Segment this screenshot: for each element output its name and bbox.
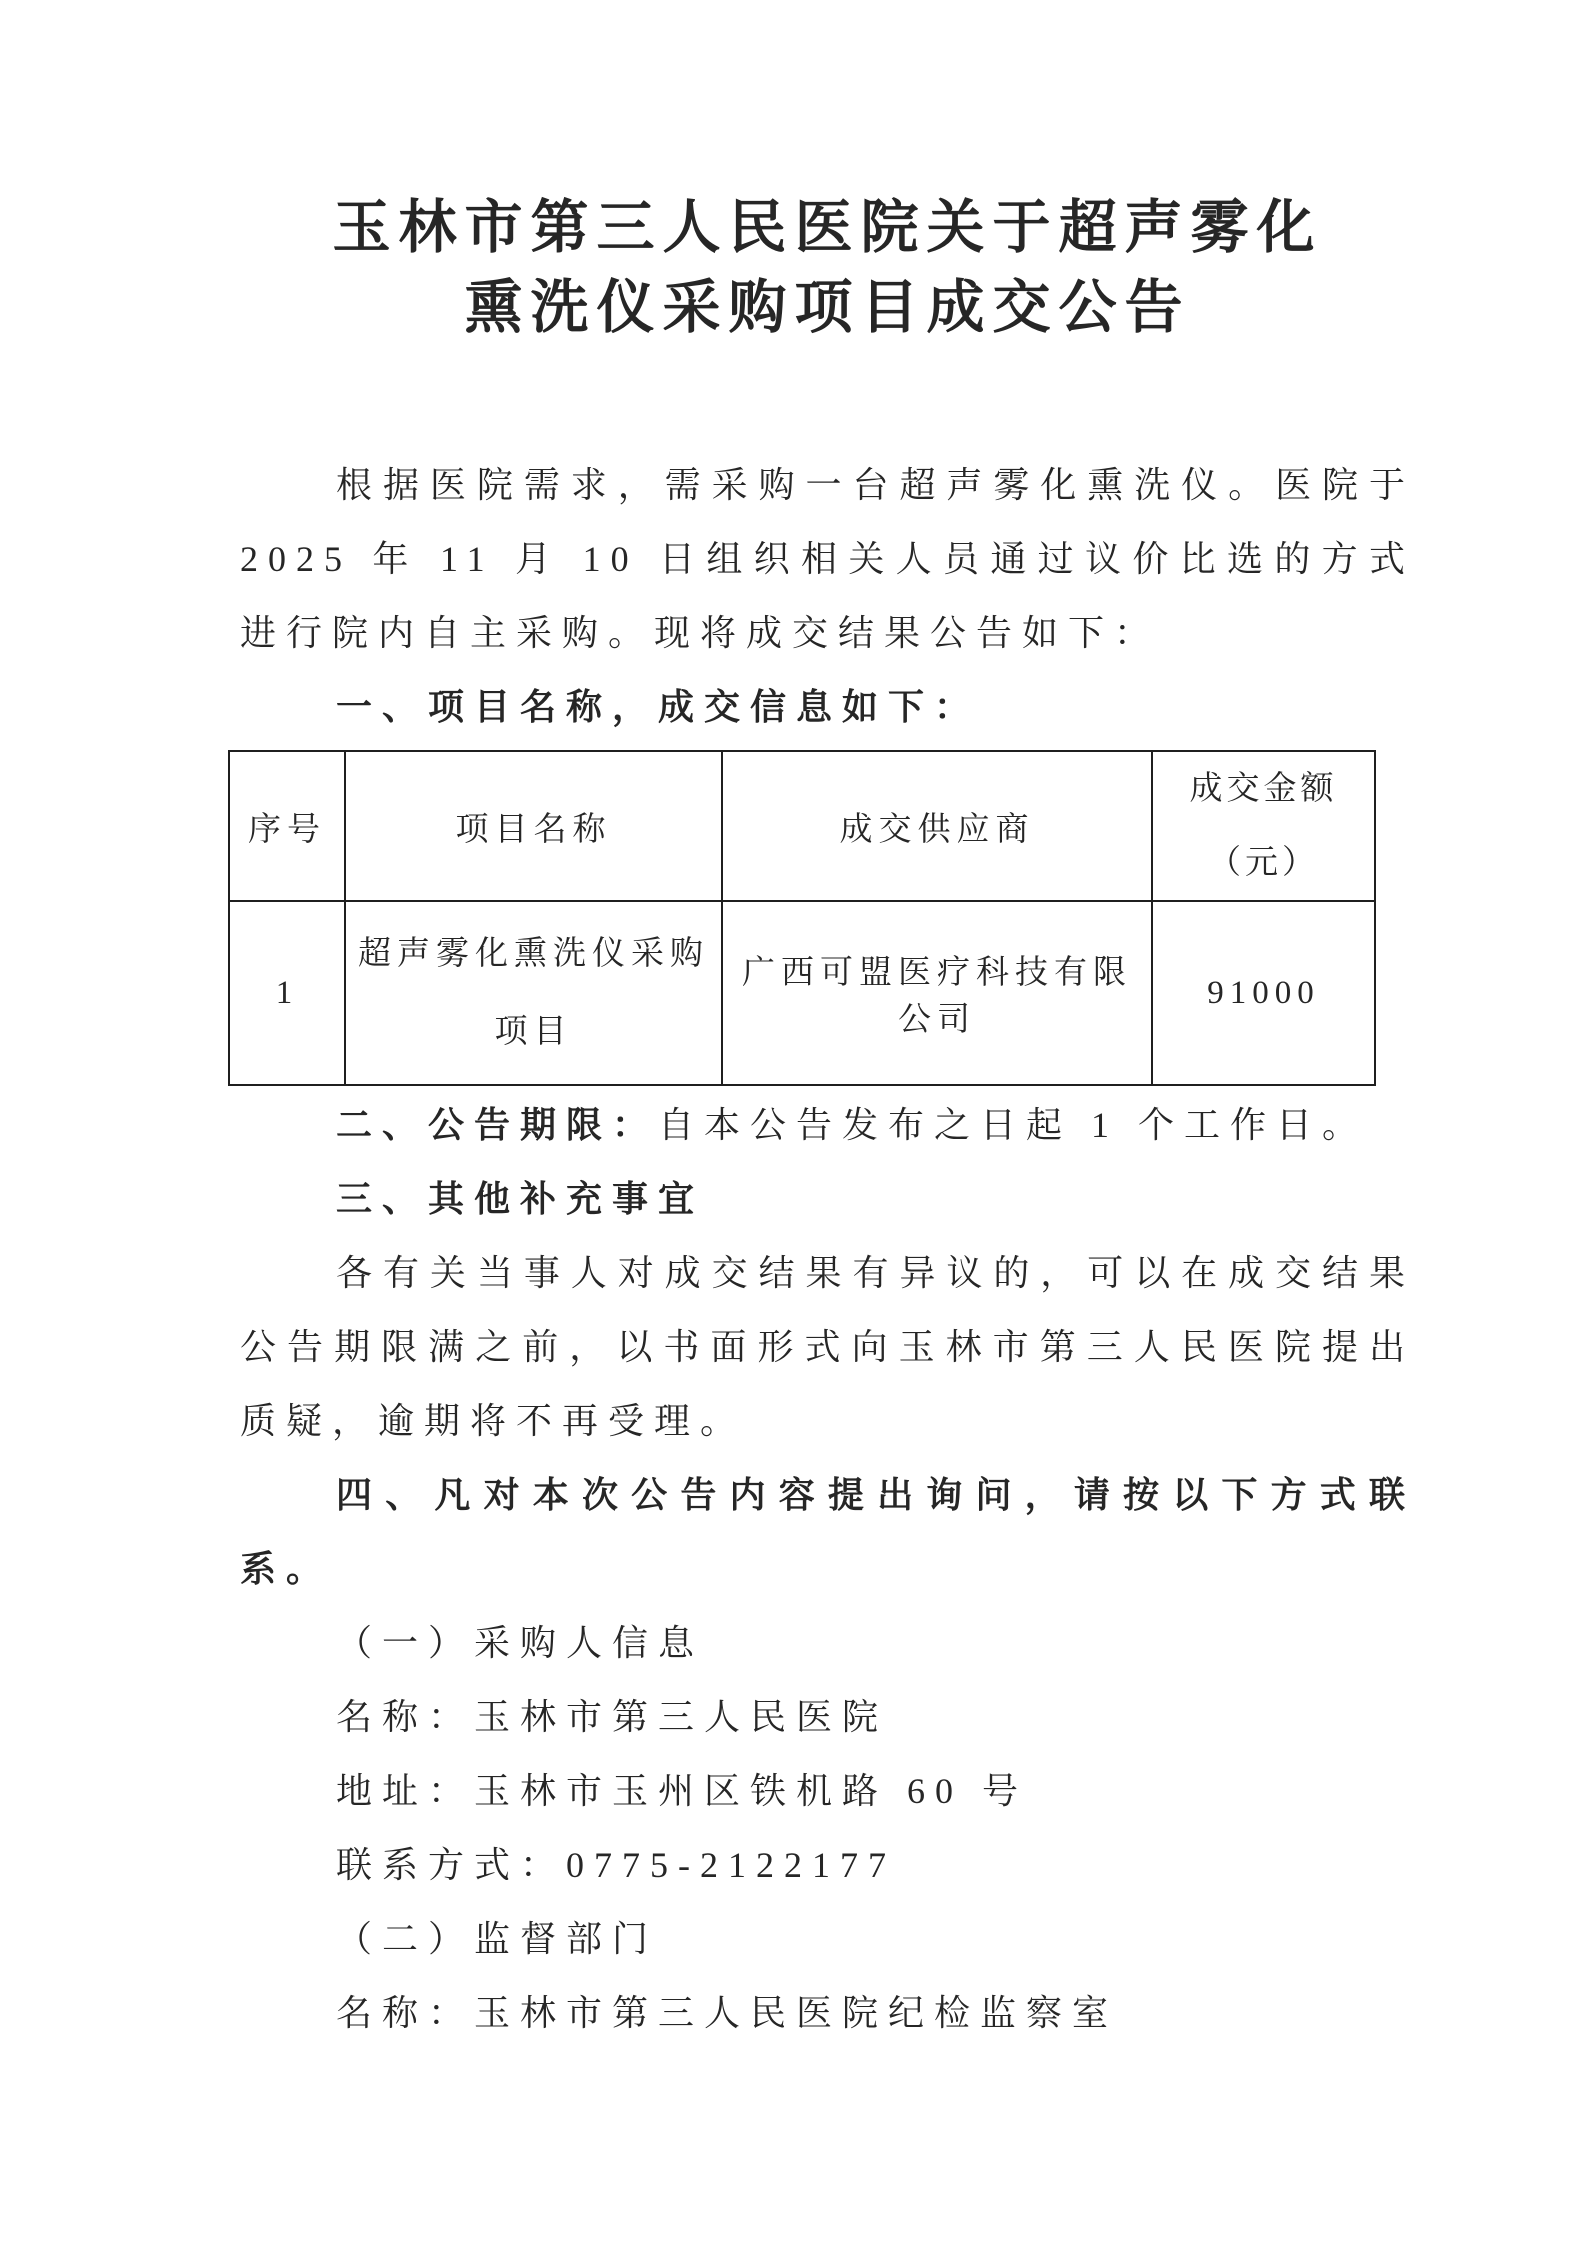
table-header-supplier: 成交供应商: [722, 751, 1152, 901]
section-3-paragraph: 各有关当事人对成交结果有异议的，可以在成交结果公告期限满之前，以书面形式向玉林市第三人民医院提出质疑，逾期将不再受理。: [240, 1253, 1415, 1441]
table-header-project: 项目名称: [345, 751, 722, 901]
table-header-amount-line-1: 成交金额: [1189, 771, 1338, 807]
award-table-header-row: [229, 751, 1375, 901]
award-table: [228, 750, 1376, 1086]
document-title: [240, 188, 1415, 348]
purchaser-address-line: 地址：玉林市玉州区铁机路 60 号: [336, 1771, 1029, 1811]
table-header-amount: [1152, 751, 1375, 901]
table-header-seq: 序号: [229, 751, 345, 901]
table-header-amount-line-2: （元）: [1208, 845, 1319, 881]
supervisor-heading: （二）监督部门: [336, 1919, 659, 1959]
supervisor-name-line: 名称：玉林市第三人民医院纪检监察室: [336, 1993, 1119, 2033]
section-1-heading: 一、项目名称，成交信息如下：: [336, 687, 981, 727]
document-content: [240, 0, 1415, 2050]
table-cell-supplier: 广西可盟医疗科技有限公司: [722, 901, 1152, 1085]
purchaser-heading: （一）采购人信息: [336, 1623, 705, 1663]
award-table-data-row: [229, 901, 1375, 1085]
section-2-label: 二、公告期限：: [336, 1105, 659, 1145]
section-2-line: [240, 1088, 1415, 1162]
table-cell-seq: 1: [229, 901, 345, 1085]
section-3-heading: 三、其他补充事宜: [336, 1179, 705, 1219]
table-cell-project: 超声雾化熏洗仪采购项目: [345, 901, 722, 1085]
document-title-line-1: 玉林市第三人民医院关于超声雾化: [332, 195, 1323, 260]
table-cell-amount: 91000: [1152, 901, 1375, 1085]
purchaser-phone-line: 联系方式：0775-2122177: [336, 1845, 896, 1885]
intro-paragraph: 根据医院需求，需采购一台超声雾化熏洗仪。医院于 2025 年 11 月 10 日组织相关人员通过议价比选的方式进行院内自主采购。现将成交结果公告如下：: [240, 465, 1415, 653]
purchaser-name-line: 名称：玉林市第三人民医院: [336, 1697, 889, 1737]
section-2-text: 自本公告发布之日起 1 个工作日。: [658, 1105, 1369, 1145]
section-4-heading: 四、凡对本次公告内容提出询问，请按以下方式联系。: [240, 1475, 1415, 1589]
document-title-line-2: 熏洗仪采购项目成交公告: [464, 275, 1191, 340]
